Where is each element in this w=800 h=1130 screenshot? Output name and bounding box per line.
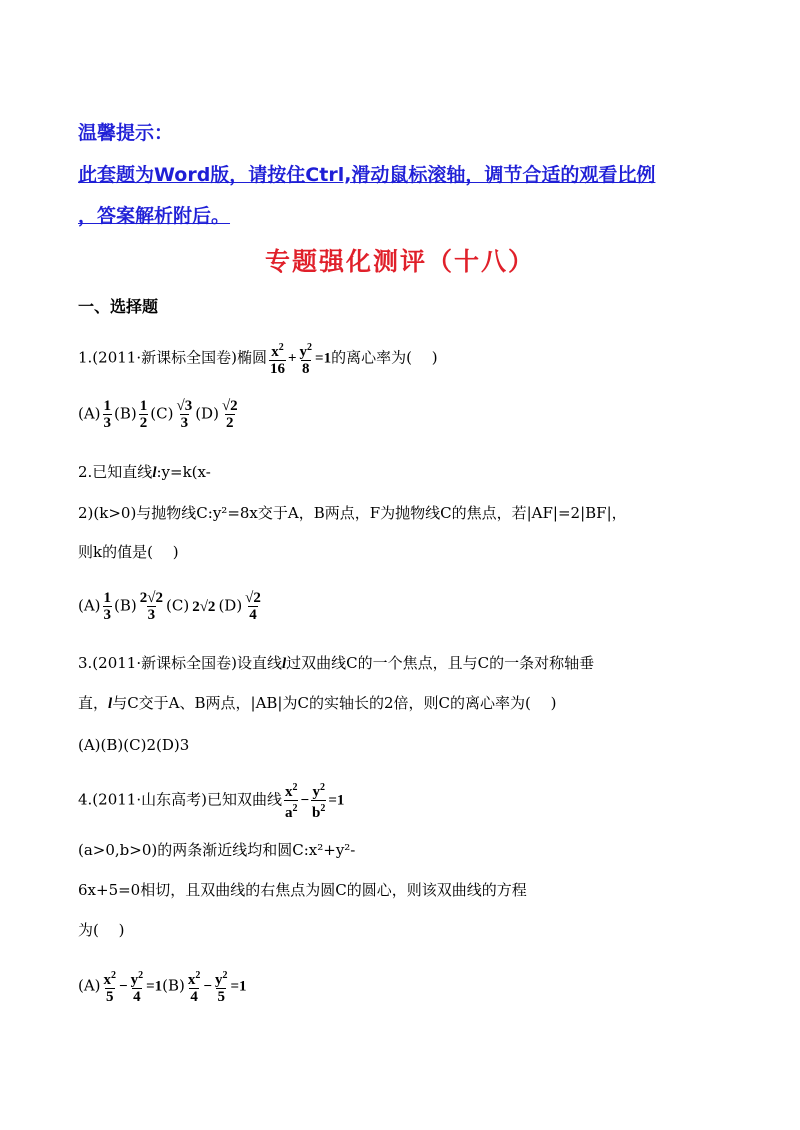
page-title: 专题强化测评（十八） <box>264 247 535 276</box>
q1-prefix: 1.(2011·新课标全国卷)椭圆 <box>78 348 267 367</box>
question-4-line-2: (a>0,b>0)的两条渐近线均和圆C:x²+y²- <box>78 841 356 859</box>
question-2-line-1: 2.已知直线l:y=k(x- <box>78 463 211 481</box>
tip-line-2[interactable]: ，答案解析附后。 <box>78 205 231 227</box>
q1-options: (A) $\frac{1}{3}$ (B) $\frac{1}{2}$ (C) $\frac{√3}{3}$ (D) $\frac{√2}{2}$ <box>78 398 238 431</box>
section-heading: 一、选择题 <box>78 297 159 316</box>
q1-frac-x: $\frac{x^2}{16}$ <box>269 342 285 377</box>
q4-options: (A) $\frac{x^2}{5}$ − $\frac{y^2}{4}$ =1(B) $\frac{x^2}{4}$ − $\frac{y^2}{5}$ =1 <box>78 970 247 1005</box>
question-4-line-3: 6x+5=0相切，且双曲线的右焦点为圆C的圆心，则该双曲线的方程 <box>78 881 527 899</box>
question-2-line-2: 2)(k>0)与抛物线C:y²=8x交于A，B两点，F为抛物线C的焦点，若|AF|=2|BF|， <box>78 504 627 522</box>
question-2-line-3: 则k的值是( ) <box>78 543 179 561</box>
question-4-line-1: 4.(2011·山东高考)已知双曲线 $\frac{x^2}{a^2}$ − $\frac{y^2}{b^2}$ =1 <box>78 782 345 821</box>
question-1: 1.(2011·新课标全国卷)椭圆 $\frac{x^2}{16}$ + $\frac{y^2}{8}$ =1的离心率为( ) <box>78 342 438 377</box>
q1-suffix: 的离心率为( ) <box>331 348 438 367</box>
q3-options: (A)(B)(C)2(D)3 <box>78 736 190 754</box>
q2-options: (A) $\frac{1}{3}$ (B) $\frac{2√2}{3}$ (C) 2√2 (D) $\frac{√2}{4}$ <box>78 590 261 623</box>
q1-frac-y: $\frac{y^2}{8}$ <box>299 342 313 377</box>
question-3-line-2: 直，l与C交于A、B两点，|AB|为C的实轴长的2倍，则C的离心率为( ) <box>78 694 557 712</box>
tip-title: 温馨提示： <box>78 122 174 144</box>
question-4-line-4: 为( ) <box>78 921 125 939</box>
question-3-line-1: 3.(2011·新课标全国卷)设直线l过双曲线C的一个焦点，且与C的一条对称轴垂 <box>78 654 595 672</box>
tip-line-1[interactable]: 此套题为Word版，请按住Ctrl,滑动鼠标滚轴，调节合适的观看比例 <box>78 164 656 186</box>
